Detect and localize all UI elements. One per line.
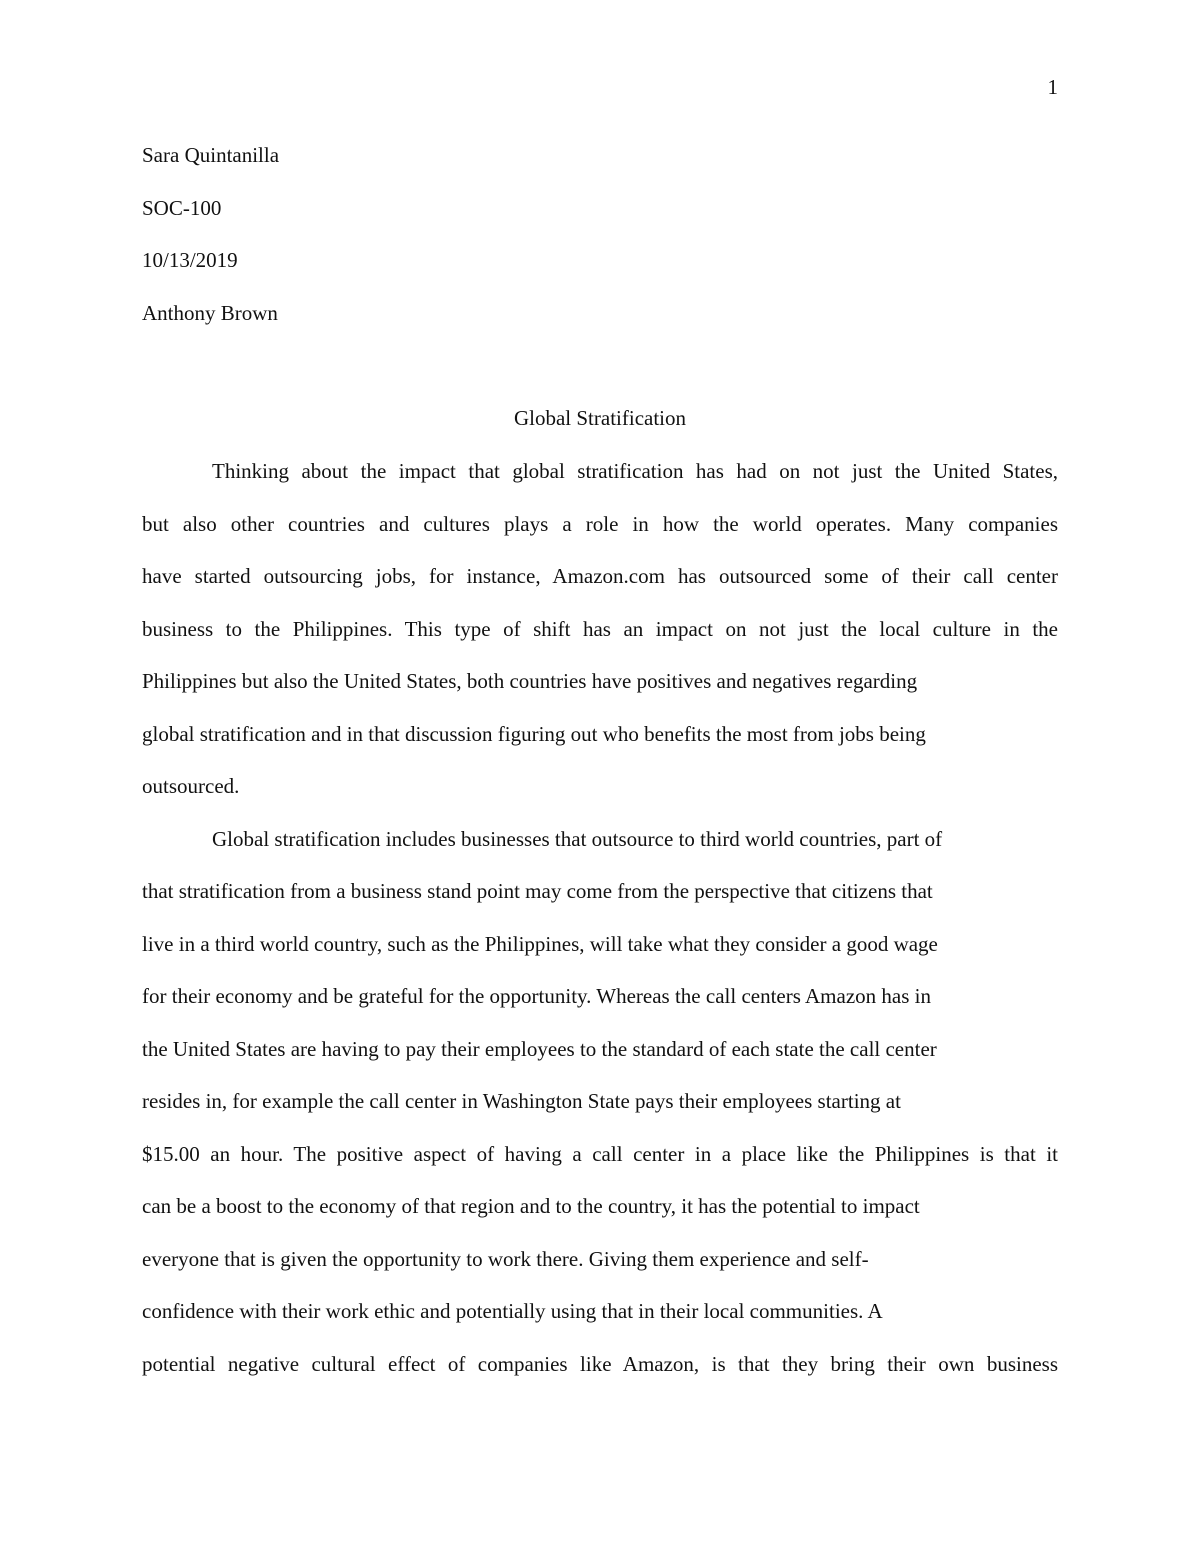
text-line: the United States are having to pay their employees to the standard of each state the call center (142, 1036, 937, 1061)
text-line: confidence with their work ethic and potentially using that in their local communities. A (142, 1299, 883, 1323)
student-name: Sara Quintanilla (142, 143, 280, 167)
text-line: resides in, for example the call center in Washington State pays their employees starting at (142, 1089, 901, 1113)
text-line: business to the Philippines. This type of shift has an impact on not just the local culture in the (142, 616, 1058, 641)
date: 10/13/2019 (142, 248, 238, 272)
text-line: potential negative cultural effect of companies like Amazon, is that they bring their own business (142, 1351, 1058, 1376)
text-line: global stratification and in that discussion figuring out who benefits the most from jobs being (142, 721, 926, 746)
mla-heading (142, 140, 1062, 350)
document-title: Global Stratification (513, 406, 687, 430)
page-number: 1 (1047, 75, 1058, 99)
text-line: $15.00 an hour. The positive aspect of having a call center in a place like the Philippines is that it (142, 1141, 1058, 1166)
text-line: Global stratification includes businesses that outsource to third world countries, part of (212, 826, 943, 851)
text-line: Philippines but also the United States, both countries have positives and negatives regarding (142, 669, 918, 693)
text-line: have started outsourcing jobs, for instance, Amazon.com has outsourced some of their call center (142, 564, 1058, 588)
text-line: for their economy and be grateful for the opportunity. Whereas the call centers Amazon has in (142, 984, 931, 1008)
instructor-name: Anthony Brown (142, 300, 278, 325)
course-code: SOC-100 (142, 195, 222, 220)
text-line: outsourced. (142, 774, 240, 798)
text-line: Thinking about the impact that global stratification has had on not just the United States, (212, 459, 1058, 483)
text-line: everyone that is given the opportunity to work there. Giving them experience and self- (142, 1246, 869, 1271)
text-line: live in a third world country, such as the Philippines, will take what they consider a good wage (142, 931, 938, 956)
text-line: that stratification from a business stand point may come from the perspective that citizens that (142, 879, 933, 903)
paragraph-1 (142, 456, 1058, 824)
text-line: but also other countries and cultures plays a role in how the world operates. Many companies (142, 511, 1058, 536)
body-text (142, 456, 1058, 1401)
text-line: can be a boost to the economy of that region and to the country, it has the potential to impact (142, 1194, 920, 1218)
paragraph-2 (142, 824, 1058, 1402)
